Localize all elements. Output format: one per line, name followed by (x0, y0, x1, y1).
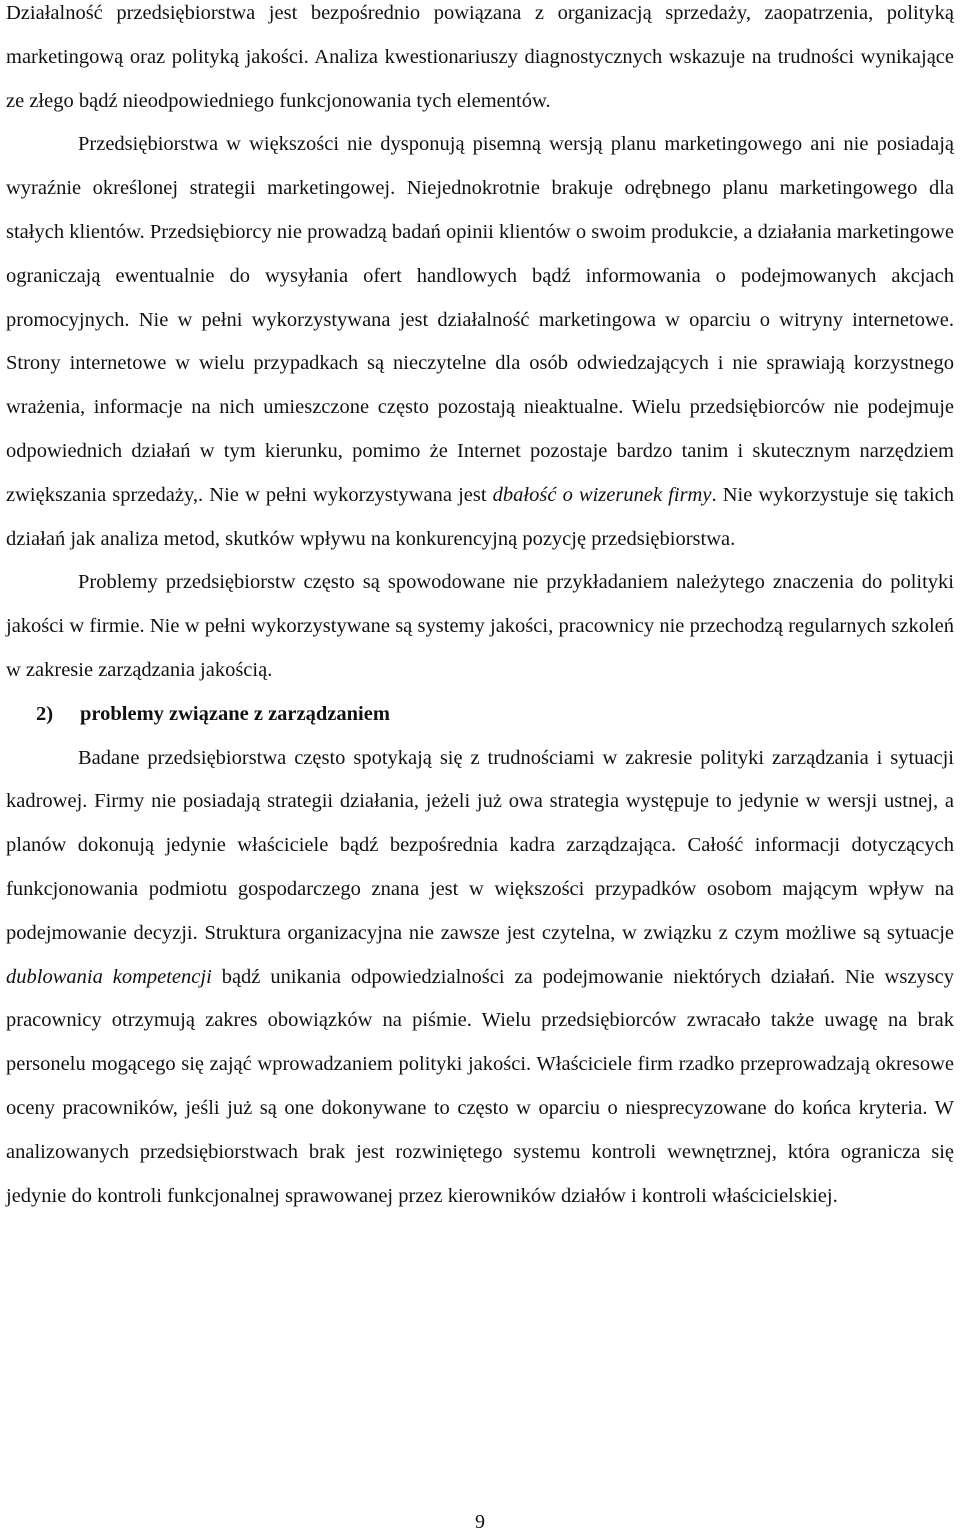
paragraph-marketing (6, 123, 954, 561)
paragraph-business-activity: Działalność przedsiębiorstwa jest bezpośrednio powiązana z organizacją sprzedaży, zaopatrzenia, polityką marketingową oraz polityką jakości. Analiza kwestionariuszy diagnostycznych wskazuje na trudności wynikające ze złego bądź nieodpowiedniego funkcjonowania tych elementów. (6, 2, 954, 112)
section-heading-title: problemy związane z zarządzaniem (80, 702, 390, 725)
paragraph-management-emphasis: dublowania kompetencji (6, 965, 212, 988)
paragraph-marketing-text-1: Przedsiębiorstwa w większości nie dysponują pisemną wersją planu marketingowego ani nie posiadają wyraźnie określonej strategii marketingowej. Niejednokrotnie brakuje odrębnego planu marketingowego dla stałych klientów. Przedsiębiorcy nie prowadzą badań opinii klientów o swoim produkcie, a działania marketingowe ograniczają ewentualnie do wysyłania ofert handlowych bądź informowania o podejmowanych akcjach promocyjnych. Nie w pełni wykorzystywana jest działalność marketingowa w oparciu o witryny internetowe. Strony internetowe w wielu przypadkach są nieczytelne dla osób odwiedzających i nie sprawiają korzystnego wrażenia, informacje na nich umieszczone często pozostają nieaktualne. Wielu przedsiębiorców nie podejmuje odpowiednich działań w tym kierunku, pomimo że Internet pozostaje bardzo tanim i skutecznym narzędziem zwiększania sprzedaży,. Nie w pełni wykorzystywana jest (6, 133, 954, 506)
document-page (6, 0, 954, 1218)
paragraph-marketing-text-2: . Nie wykorzystuje się takich działań jak analiza metod, skutków wpływu na konkurencyjną pozycję przedsiębiorstwa. (6, 483, 954, 550)
section-heading-number: 2) (36, 702, 54, 725)
paragraph-management (6, 737, 954, 1219)
page-number: 9 (475, 1511, 485, 1533)
paragraph-management-text-1: Badane przedsiębiorstwa często spotykają się z trudnościami w zakresie polityki zarządzania i sytuacji kadrowej. Firmy nie posiadają strategii działania, jeżeli już owa strategia występuje to jedynie w wersji ustnej, a planów dokonują jedynie właściciele bądź bezpośrednia kadra zarządzająca. Całość informacji dotyczących funkcjonowania podmiotu gospodarczego znana jest w większości przypadków osobom mającym wpływ na podejmowanie decyzji. Struktura organizacyjna nie zawsze jest czytelna, w związku z czym możliwe są sytuacje (6, 746, 954, 944)
section-heading (6, 693, 954, 737)
paragraph-quality-policy: Problemy przedsiębiorstw często są spowodowane nie przykładaniem należytego znaczenia do polityki jakości w firmie. Nie w pełni wykorzystywane są systemy jakości, pracownicy nie przechodzą regularnych szkoleń w zakresie zarządzania jakością. (6, 571, 954, 681)
paragraph-marketing-emphasis: dbałość o wizerunek firmy (492, 483, 712, 506)
paragraph-management-text-2: bądź unikania odpowiedzialności za podejmowanie niektórych działań. Nie wszyscy pracownicy otrzymują zakres obowiązków na piśmie. Wielu przedsiębiorców zwracało także uwagę na brak personelu mogącego się zająć wprowadzaniem polityki jakości. Właściciele firm rzadko przeprowadzają okresowe oceny pracowników, jeśli już są one dokonywane to często w oparciu o niesprecyzowane do końca kryteria. W analizowanych przedsiębiorstwach brak jest rozwiniętego systemu kontroli wewnętrznej, która ogranicza się jedynie do kontroli funkcjonalnej sprawowanej przez kierowników działów i kontroli właścicielskiej. (6, 965, 954, 1207)
